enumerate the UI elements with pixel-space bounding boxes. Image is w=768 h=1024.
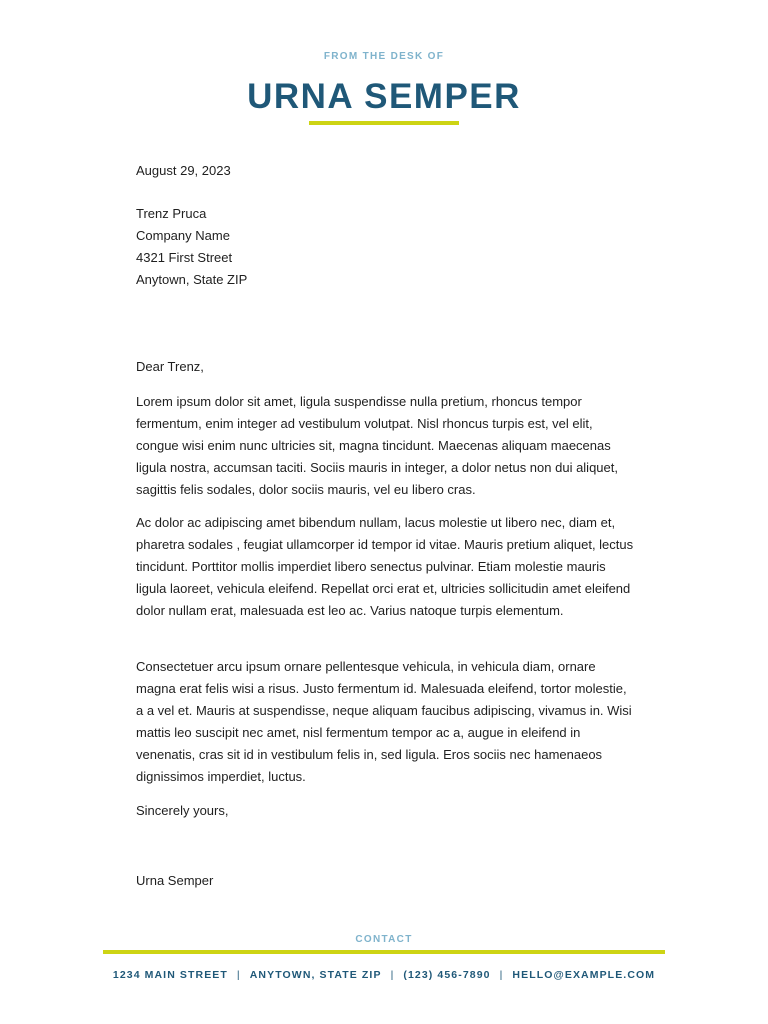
recipient-city: Anytown, State ZIP [136,272,248,287]
letter-date: August 29, 2023 [136,163,231,178]
contact-city: ANYTOWN, STATE ZIP [249,969,382,981]
eyebrow-label: FROM THE DESK OF [323,51,445,62]
signature-name: Urna Semper [136,873,214,888]
recipient-street: 4321 First Street [136,250,233,265]
contact-label: CONTACT [355,934,413,945]
contact-line [0,969,768,981]
salutation: Dear Trenz, [136,359,204,374]
contact-rule [103,950,665,954]
contact-separator: | [390,969,395,981]
recipient-name: Trenz Pruca [136,206,207,221]
contact-email: HELLO@EXAMPLE.COM [512,969,656,981]
body-paragraph-1: Lorem ipsum dolor sit amet, ligula suspendisse nulla pretium, rhoncus tempor fermentum, enim integer ad vestibulum volutpat. Nisl rhoncus turpis est, vel elit, congue wisi enim nunc ultricies sit, magna tincidunt. Maecenas aliquam maecenas ligula nostra, accumsan taciti. Sociis mauris in integer, a dolor netus non dui aliquet, sagittis felis sodales, dolor sociis mauris, vel eu libero cras. [136,394,618,497]
closing: Sincerely yours, [136,803,229,818]
contact-separator: | [499,969,504,981]
title-underline-rule [309,121,459,125]
body-paragraph-2: Ac dolor ac adipiscing amet bibendum nullam, lacus molestie ut libero nec, diam et, pharetra sodales , feugiat ullamcorper id tempor id vitae. Mauris pretium aliquet, lectus tincidunt. Porttitor mollis imperdiet libero senectus pulvinar. Etiam molestie mauris ligula laoreet, vehicula eleifend. Repellat orci erat et, ultricies sollicitudin amet eleifend dolor nullam erat, malesuada est leo ac. Varius natoque turpis elementum. [136,515,634,618]
recipient-company: Company Name [136,228,230,243]
sender-name-title: URNA SEMPER [247,77,521,116]
body-paragraph-3: Consectetuer arcu ipsum ornare pellentesque vehicula, in vehicula diam, ornare magna erat felis wisi a risus. Justo fermentum id. Malesuada eleifend, tortor molestie, a a vel et. Mauris at suspendisse, neque aliquam faucibus adipiscing, vivamus in. Wisi mattis leo suscipit nec amet, nisl fermentum tempor ac a, augue in eleifend in venenatis, cras sit id in vestibulum felis in, sed ligula. Eros sociis nec hamenaeos dignissimos imperdiet, luctus. [136,659,632,784]
recipient-address-block [136,203,636,291]
contact-phone: (123) 456-7890 [403,969,491,981]
contact-address: 1234 MAIN STREET [112,969,228,981]
contact-separator: | [236,969,241,981]
